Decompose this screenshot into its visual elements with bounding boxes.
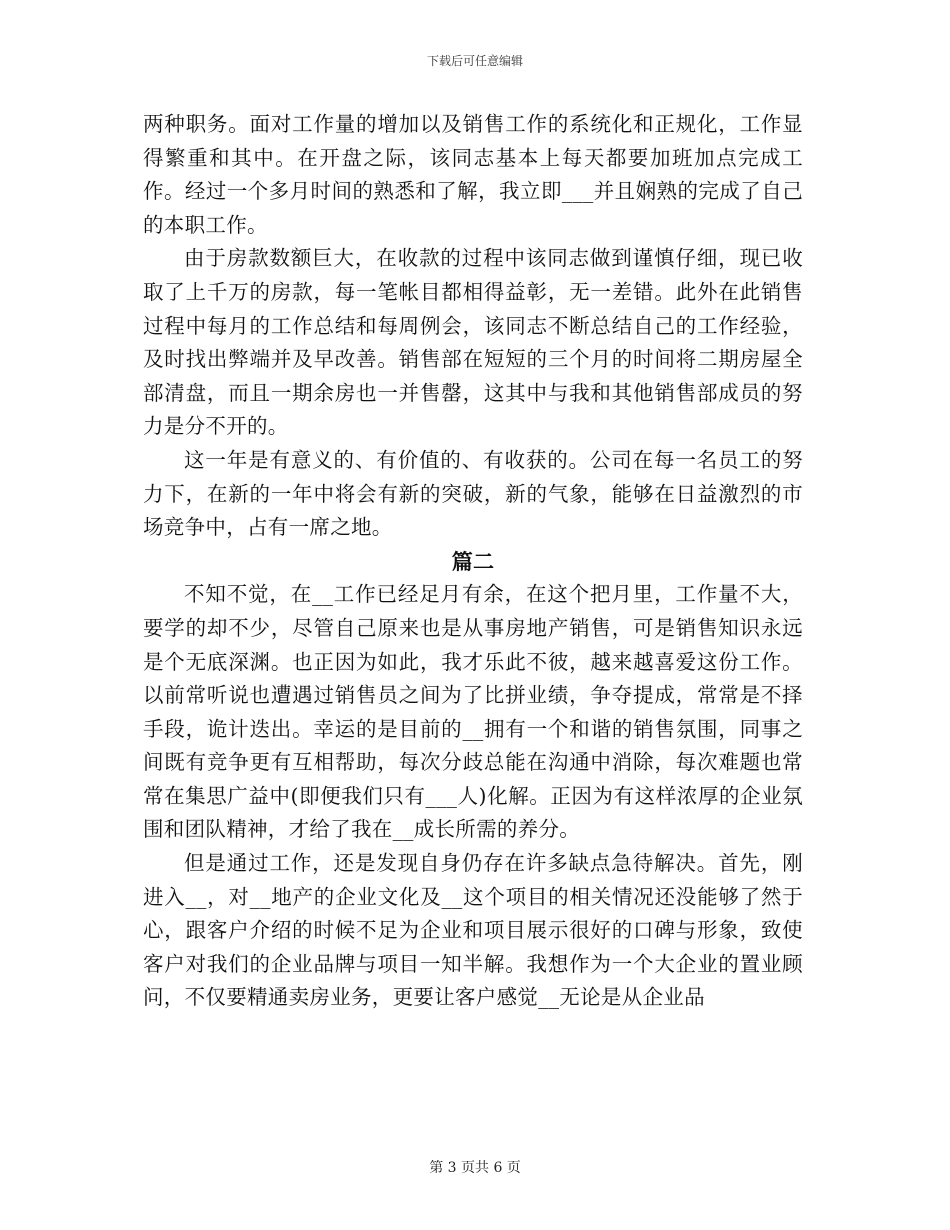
paragraph-5: 但是通过工作，还是发现自身仍存在许多缺点急待解决。首先，刚进入__，对__地产的企业文化及__这个项目的相关情况还没能够了然于心，跟客户介绍的时候不足为企业和项目展示很好的口碑与形象，致使客户对我们的企业品牌与项目一知半解。我想作为一个大企业的置业顾问，不仅要精通卖房业务，更要让客户感觉__无论是从企业品: [143, 851, 803, 1010]
page-footer: 第 3 页共 6 页: [429, 1160, 521, 1176]
paragraph-1: 两种职务。面对工作量的增加以及销售工作的系统化和正规化，工作显得繁重和其中。在开盘之际，该同志基本上每天都要加班加点完成工作。经过一个多月时间的熟悉和了解，我立即___并且娴熟的完成了自己的本职工作。: [143, 112, 803, 237]
page-header: 下载后可任意编辑: [426, 54, 523, 68]
paragraph-2: 由于房款数额巨大，在收款的过程中该同志做到谨慎仔细，现已收取了上千万的房款，每一笔帐目都相得益彰，无一差错。此外在此销售过程中每月的工作总结和每周例会，该同志不断总结自己的工作经验，及时找出弊端并及早改善。销售部在短短的三个月的时间将二期房屋全部清盘，而且一期余房也一并售罄，这其中与我和其他销售部成员的努力是分不开的。: [143, 246, 803, 439]
section-title: 篇二: [451, 548, 495, 574]
document-body: [143, 108, 803, 1015]
paragraph-3: 这一年是有意义的、有价值的、有收获的。公司在每一名员工的努力下，在新的一年中将会有新的突破，新的气象，能够在日益激烈的市场竞争中，占有一席之地。: [143, 447, 803, 540]
paragraph-4: 不知不觉，在__工作已经足月有余，在这个把月里，工作量不大，要学的却不少，尽管自己原来也是从事房地产销售，可是销售知识永远是个无底深渊。也正因为如此，我才乐此不彼，越来越喜爱这份工作。以前常听说也遭遇过销售员之间为了比拼业绩，争夺提成，常常是不择手段，诡计迭出。幸运的是目前的__拥有一个和谐的销售氛围，同事之间既有竞争更有互相帮助，每次分歧总能在沟通中消除，每次难题也常常在集思广益中(即便我们只有___人)化解。正因为有这样浓厚的企业氛围和团队精神，才给了我在__成长所需的养分。: [143, 582, 803, 842]
